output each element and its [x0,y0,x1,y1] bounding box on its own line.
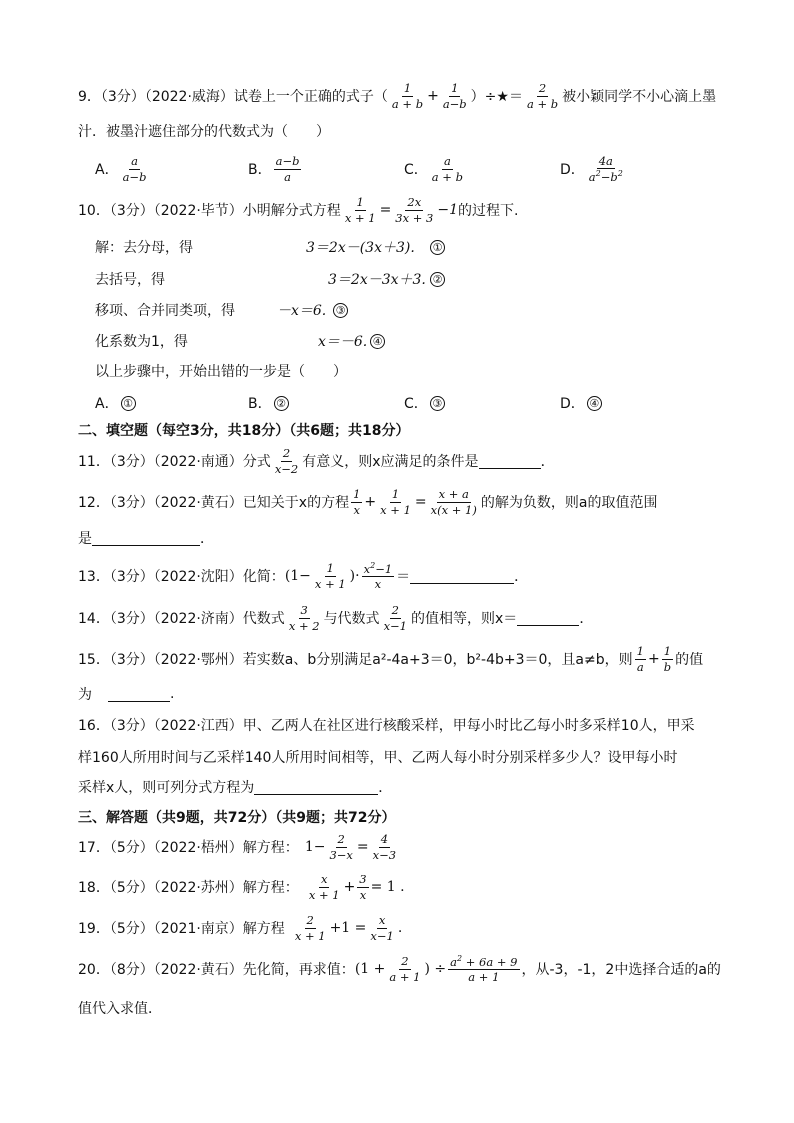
answer-blank[interactable] [410,569,514,584]
fraction: $\frac{x}{x-1}$ [370,913,394,943]
q9-option-d[interactable]: D． 4a $a^2-b^2$ [560,154,623,184]
answer-blank[interactable] [517,611,579,626]
q10-option-b[interactable]: B． ② [248,385,289,421]
fraction: $\frac{2x}{3x + 3}$ [395,195,434,225]
q17: 17．（5分）（2022·梧州）解方程： 1− $\frac{2}{3-x}$ = $\frac{4}{x-3}$ [78,832,397,862]
fraction: 3 x + 2 [288,603,320,633]
fraction: $\frac{1}{a-b}$ [442,81,467,111]
q9-option-b[interactable]: B． a−b a [248,154,300,184]
q9-option-a[interactable]: A． a a−b [95,154,147,184]
fraction: $\frac{1}{x + 1}$ [314,561,346,591]
fraction: $x^2-1$ x [363,561,393,591]
answer-blank[interactable] [108,687,170,702]
q10-option-c[interactable]: C． ③ [404,385,445,421]
fraction: 2 x−1 [383,603,408,633]
q10-question: 以上步骤中，开始出错的一步是（ ） [95,364,347,380]
q14: 14．（3分）（2022·济南）代数式 3 x + 2 与代数式 2 x−1 的值相等，则x＝ ． [78,603,594,633]
fraction: $\frac{1}{b}$ [663,644,672,674]
fraction: $\frac{1}{x + 1}$ [380,487,411,517]
fraction: 1 a + b [391,81,424,111]
fraction: 1 x [353,487,361,517]
q20-line1: 20．（8分）（2022·黄石）先化简，再求值： (1 + $\frac{2}{a + 1}$ ) ÷ $\frac{a^2 + 6a + 9}{a + 1}$ ，从-3，-1，2中选择合适的a的 [78,954,721,984]
fraction: 4a $a^2-b^2$ [588,154,623,184]
fraction: a a + b [431,154,463,184]
section-fill-in-heading: 二、填空题（每空3分，共18分）（共6题；共18分） [78,423,410,439]
q10-step-1: 解：去分母，得 3＝2x－(3x＋3). ① [95,229,193,265]
fraction: $\frac{2}{3-x}$ [329,832,353,862]
fraction: $\frac{1}{x + 1}$ [344,195,376,225]
fraction: 2 a + b [526,81,559,111]
fraction: $\frac{3}{x}$ [359,872,367,902]
q10-step-4: 化系数为1，得 x＝－6. ④ [95,323,188,359]
q16-line3: 采样x人，则可列分式方程为 ． [78,780,393,796]
q10-line1: 10．（3分）（2022·毕节）小明解分式方程 $\frac{1}{x + 1}$ = $\frac{2x}{3x + 3}$ −1 的过程下. [78,195,519,225]
fraction: a a−b [122,154,147,184]
q10-step-3: 移项、合并同类项，得 －x＝6. ③ [95,292,235,328]
fraction: a−b a [275,154,300,184]
q9-line2: 汁．被墨汁遮住部分的代数式为（ ） [78,124,330,140]
fraction: $\frac{a^2 + 6a + 9}{a + 1}$ [450,954,518,984]
q19: 19．（5分）（2021·南京）解方程 2 x + 1 +1 = $\frac{x}{x-1}$ . [78,913,403,943]
fraction: x x + 1 [308,872,340,902]
q12-line2: 是 ． [78,531,214,547]
fraction: 2 x + 1 [294,913,326,943]
fraction: $\frac{2}{a + 1}$ [389,954,421,984]
answer-blank[interactable] [92,531,200,546]
q12-line1: 12．（3分）（2022·黄石）已知关于x的方程 1 x + $\frac{1}{x + 1}$ = $\frac{x + a}{x(x + 1)}$ 的解为负数，则a的取值范围 [78,487,658,517]
q16-line1: 16．（3分）（2022·江西）甲、乙两人在社区进行核酸采样，甲每小时比乙每小时多采样10人，甲采 [78,718,695,734]
q10-option-a[interactable]: A． ① [95,385,136,421]
fraction: $\frac{4}{x-3}$ [372,832,397,862]
q18: 18．（5分）（2022·苏州）解方程： x x + 1 + $\frac{3}{x}$ = 1 . [78,872,405,902]
q13: 13．（3分）（2022·沈阳）化简： (1− $\frac{1}{x + 1}$ )· $x^2-1$ x ＝ ． [78,561,529,591]
fraction: 1 a [636,644,644,674]
answer-blank[interactable] [254,780,378,795]
section-solve-heading: 三、解答题（共9题，共72分）（共9题；共72分） [78,810,396,826]
q20-line2: 值代入求值． [78,1001,162,1017]
q15-line1: 15．（3分）（2022·鄂州）若实数a、b分别满足a²-4a+3＝0，b²-4b+3＝0，且a≠b，则 1 a + $\frac{1}{b}$ 的值 [78,644,704,674]
q9-option-c[interactable]: C． a a + b [404,154,463,184]
fraction: 2 x−2 [274,446,299,476]
q15-line2: 为 . [78,686,175,703]
q11: 11．（3分）（2022·南通）分式 2 x−2 有意义，则x应满足的条件是 ． [78,446,555,476]
fraction: $\frac{x + a}{x(x + 1)}$ [430,487,477,517]
q9-line1: 9．（3分）（2022·威海）试卷上一个正确的式子（ 1 a + b + $\frac{1}{a-b}$ ）÷★＝ 2 a + b 被小颖同学不小心滴上墨 [78,81,717,111]
q10-option-d[interactable]: D． ④ [560,385,602,421]
answer-blank[interactable] [479,454,541,469]
q16-line2: 样160人所用时间与乙采样140人所用时间相等，甲、乙两人每小时分别采样多少人？设甲每小时 [78,750,678,766]
q10-step-2: 去括号，得 3＝2x－3x＋3. ② [95,261,165,297]
